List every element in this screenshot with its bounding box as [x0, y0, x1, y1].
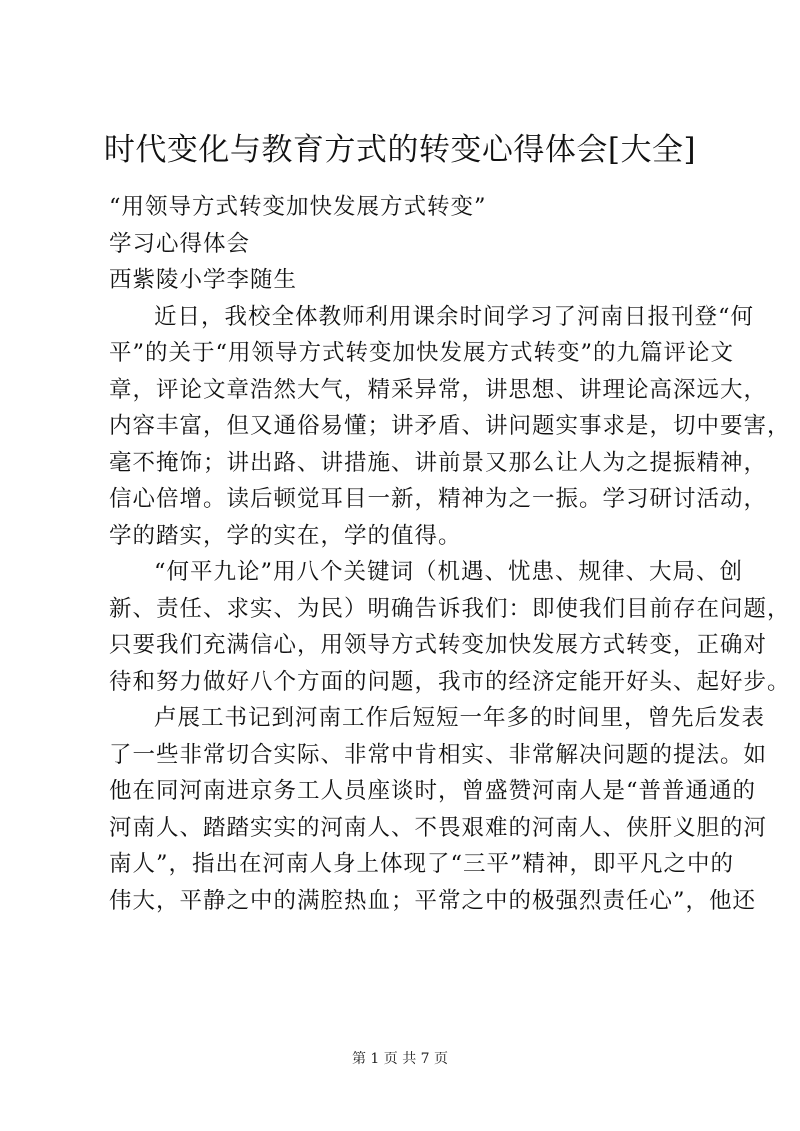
paragraph-line: 伟大，平静之中的满腔热血；平常之中的极强烈责任心”，他还 — [109, 887, 757, 914]
author-line: 西紫陵小学李随生 — [109, 267, 298, 293]
document-title: 时代变化与教育方式的转变心得体会[大全] — [103, 132, 697, 168]
paragraph-line: 卢展工书记到河南工作后短短一年多的时间里，曾先后发表 — [154, 705, 766, 731]
paragraph-line: 毫不掩饰；讲出路、讲措施、讲前景又那么让人为之提振精神， — [109, 449, 768, 476]
document-body — [109, 189, 791, 919]
paragraph-line: 只要我们充满信心，用领导方式转变加快发展方式转变，正确对 — [109, 632, 768, 658]
paragraph-line: 河南人、踏踏实实的河南人、不畏艰难的河南人、侠肝义胆的河 — [109, 814, 768, 841]
paragraph-line: 了一些非常切合实际、非常中肯相实、非常解决问题的提法。如 — [109, 741, 768, 768]
paragraph-line: “何平九论”用八个关键词（机遇、忧患、规律、大局、创 — [154, 559, 744, 585]
paragraph-line: 信心倍增。读后顿觉耳目一新，精神为之一振。学习研讨活动， — [109, 486, 768, 512]
paragraph-line: 他在同河南进京务工人员座谈时，曾盛赞河南人是“普普通通的 — [109, 778, 757, 804]
paragraph-1 — [109, 299, 791, 555]
paragraph-line: 章，评论文章浩然大气，精采异常，讲思想、讲理论高深远大， — [109, 376, 768, 403]
paragraph-2 — [109, 554, 791, 700]
paragraph-line: 近日，我校全体教师利用课余时间学习了河南日报刊登“何 — [154, 303, 755, 330]
page-footer: 第 1 页 共 7 页 — [351, 1051, 449, 1067]
paragraph-line: 内容丰富，但又通俗易懂；讲矛盾、讲问题实事求是，切中要害， — [109, 413, 791, 439]
paragraph-line: 南人”，指出在河南人身上体现了“三平”精神，即平凡之中的 — [109, 851, 735, 877]
paragraph-line: 新、责任、求实、为民）明确告诉我们：即使我们目前存在问题， — [109, 595, 791, 622]
paragraph-line: 平”的关于“用领导方式转变加快发展方式转变”的九篇评论文 — [109, 340, 735, 366]
paragraph-3 — [109, 700, 768, 919]
paragraph-line: 待和努力做好八个方面的问题，我市的经济定能开好头、起好步。 — [109, 668, 791, 695]
paragraph-line: 学的踏实，学的实在，学的值得。 — [109, 522, 462, 549]
subtitle-line: 学习心得体会 — [109, 230, 251, 257]
subtitle-line: “用领导方式转变加快发展方式转变” — [109, 194, 487, 220]
